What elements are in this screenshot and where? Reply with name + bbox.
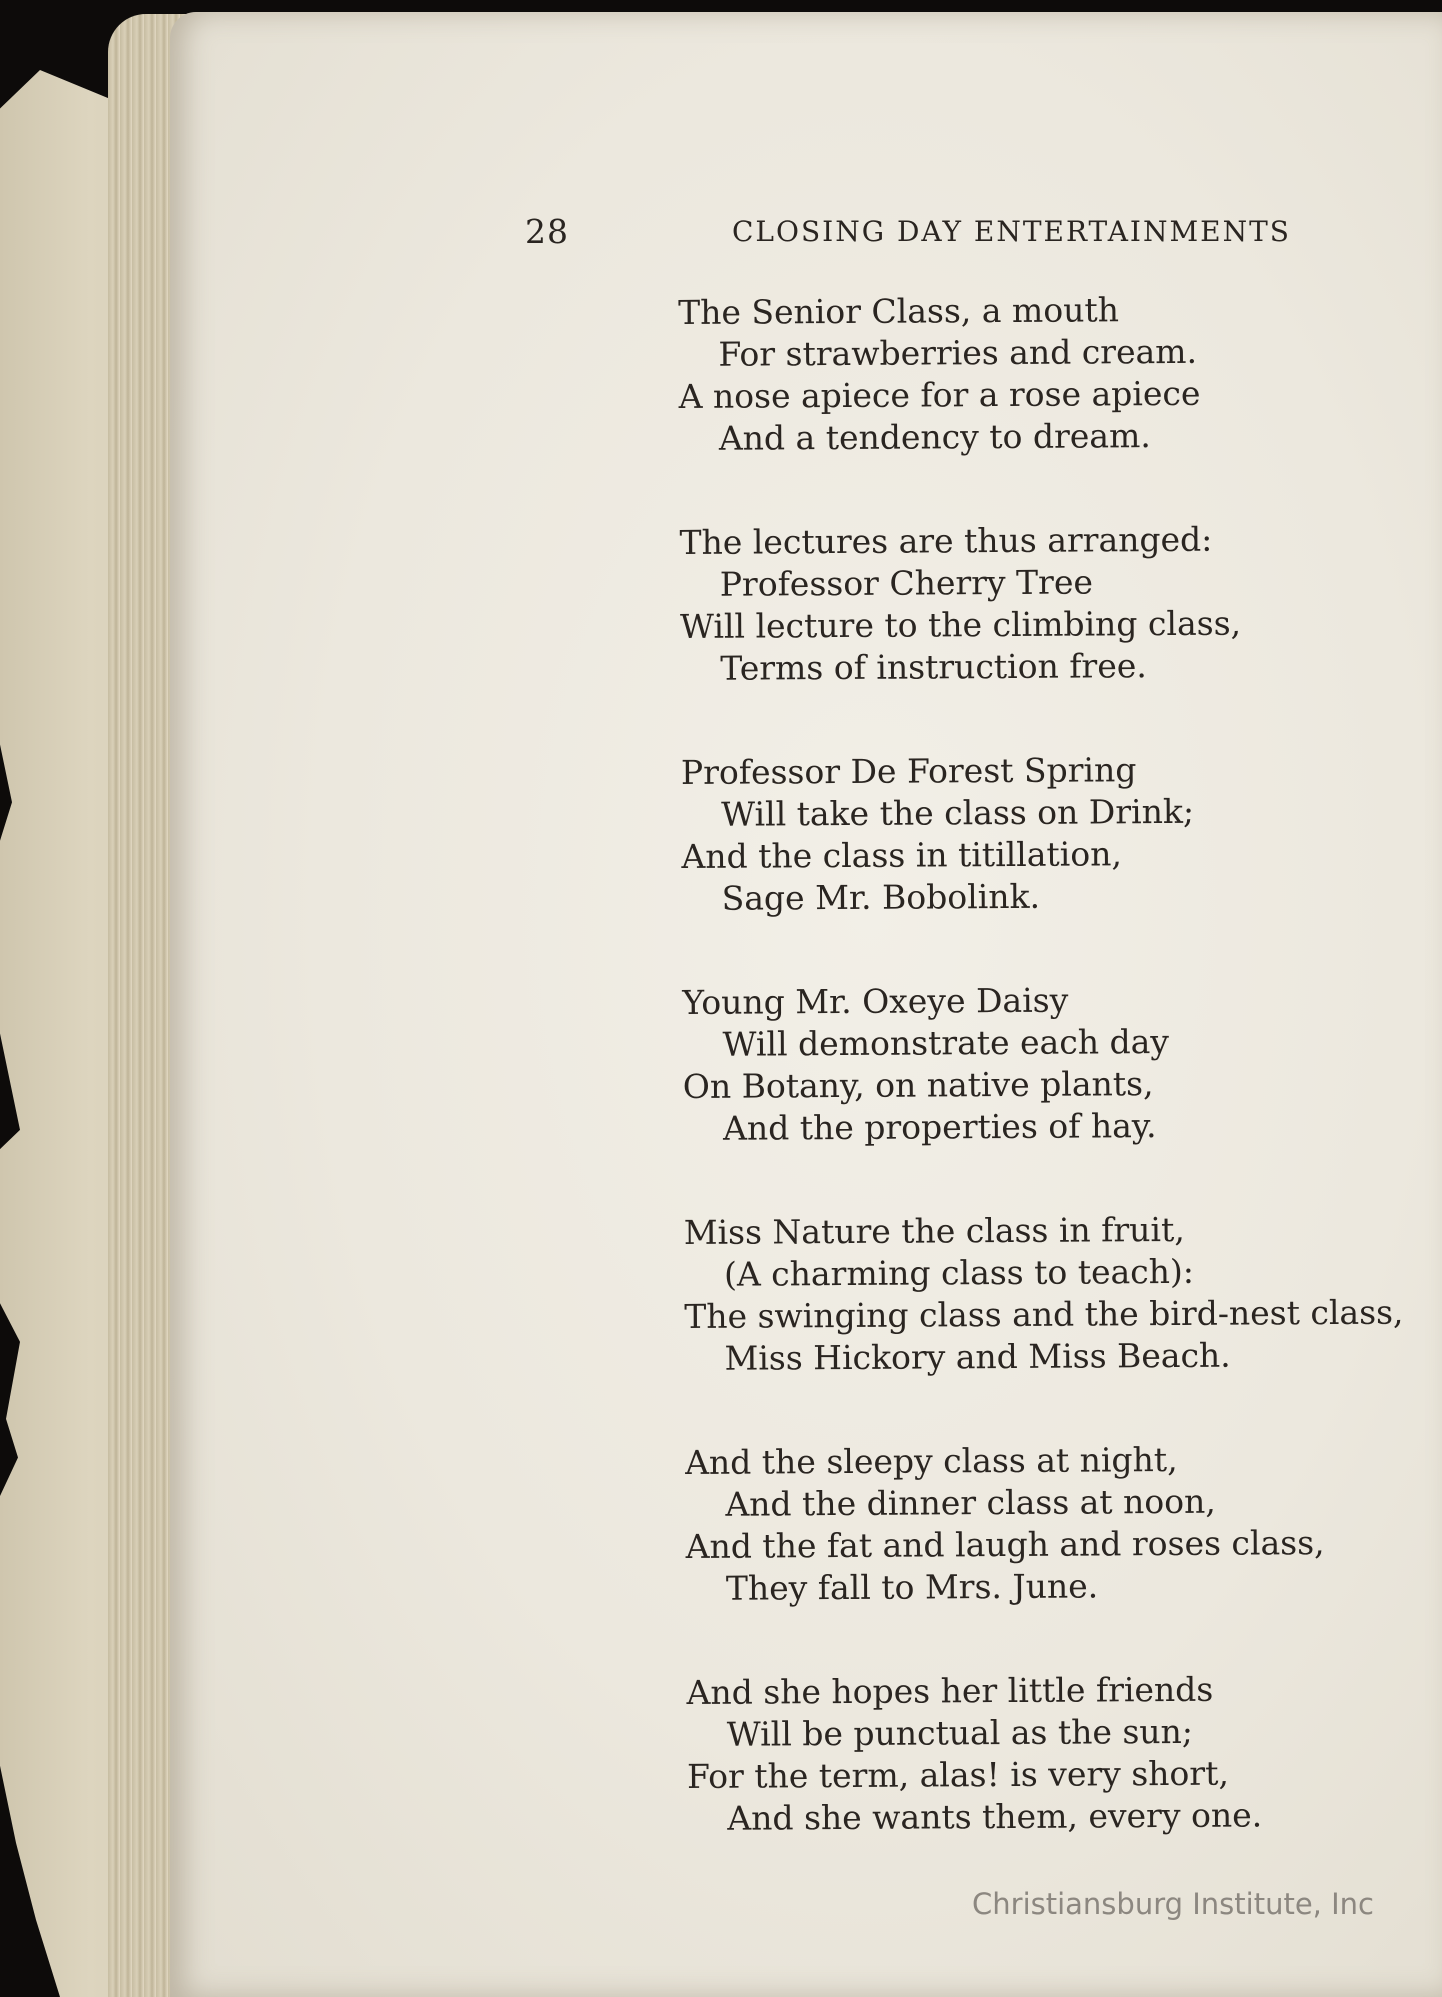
poem-line: And the dinner class at noon, — [725, 1481, 1216, 1524]
stanza — [682, 977, 1442, 1150]
watermark: Christiansburg Institute, Inc — [972, 1887, 1374, 1921]
poem-line: And she hopes her little friends — [686, 1669, 1214, 1712]
poem-line: The Senior Class, a mouth — [678, 290, 1120, 332]
poem-line: And the sleepy class at night, — [685, 1439, 1178, 1482]
poem-line: Will take the class on Drink; — [721, 791, 1195, 834]
poem-line: A nose apiece for a rose apiece — [678, 373, 1201, 416]
running-head: CLOSING DAY ENTERTAINMENTS — [732, 215, 1291, 248]
poem-line: Professor Cherry Tree — [719, 562, 1094, 604]
page-number: 28 — [525, 212, 569, 251]
stanza — [681, 747, 1442, 920]
poem-line: Will lecture to the climbing class, — [679, 603, 1242, 646]
poem-line: They fall to Mrs. June. — [725, 1566, 1099, 1608]
poem — [678, 287, 1442, 1902]
stanza — [686, 1667, 1442, 1840]
poem-line: Miss Nature the class in fruit, — [683, 1209, 1185, 1252]
poem-line: And she wants them, every one. — [727, 1795, 1263, 1838]
poem-line: And a tendency to dream. — [718, 416, 1151, 458]
poem-line: The swinging class and the bird-nest class, — [684, 1292, 1404, 1336]
poem-line: Sage Mr. Bobolink. — [721, 876, 1041, 918]
poem-line: Professor De Forest Spring — [680, 750, 1137, 792]
book-page — [170, 12, 1442, 1997]
poem-line: For strawberries and cream. — [718, 331, 1198, 374]
stanza — [684, 1207, 1442, 1380]
stanza — [685, 1437, 1442, 1610]
poem-line: And the class in titillation, — [681, 834, 1123, 876]
stanza — [678, 287, 1439, 460]
poem-line: The lectures are thus arranged: — [679, 519, 1213, 562]
poem-line: Will demonstrate each day — [722, 1022, 1170, 1064]
poem-line: And the properties of hay. — [722, 1106, 1157, 1148]
poem-line: (A charming class to teach): — [723, 1251, 1195, 1294]
poem-line: For the term, alas! is very short, — [686, 1753, 1230, 1796]
poem-line: Will be punctual as the sun; — [726, 1711, 1194, 1754]
poem-line: Terms of instruction free. — [720, 646, 1147, 688]
poem-line: On Botany, on native plants, — [682, 1064, 1154, 1106]
poem-line: Young Mr. Oxeye Daisy — [682, 980, 1069, 1022]
poem-line: Miss Hickory and Miss Beach. — [724, 1335, 1231, 1378]
poem-line: And the fat and laugh and roses class, — [685, 1523, 1325, 1566]
stanza — [679, 517, 1440, 690]
